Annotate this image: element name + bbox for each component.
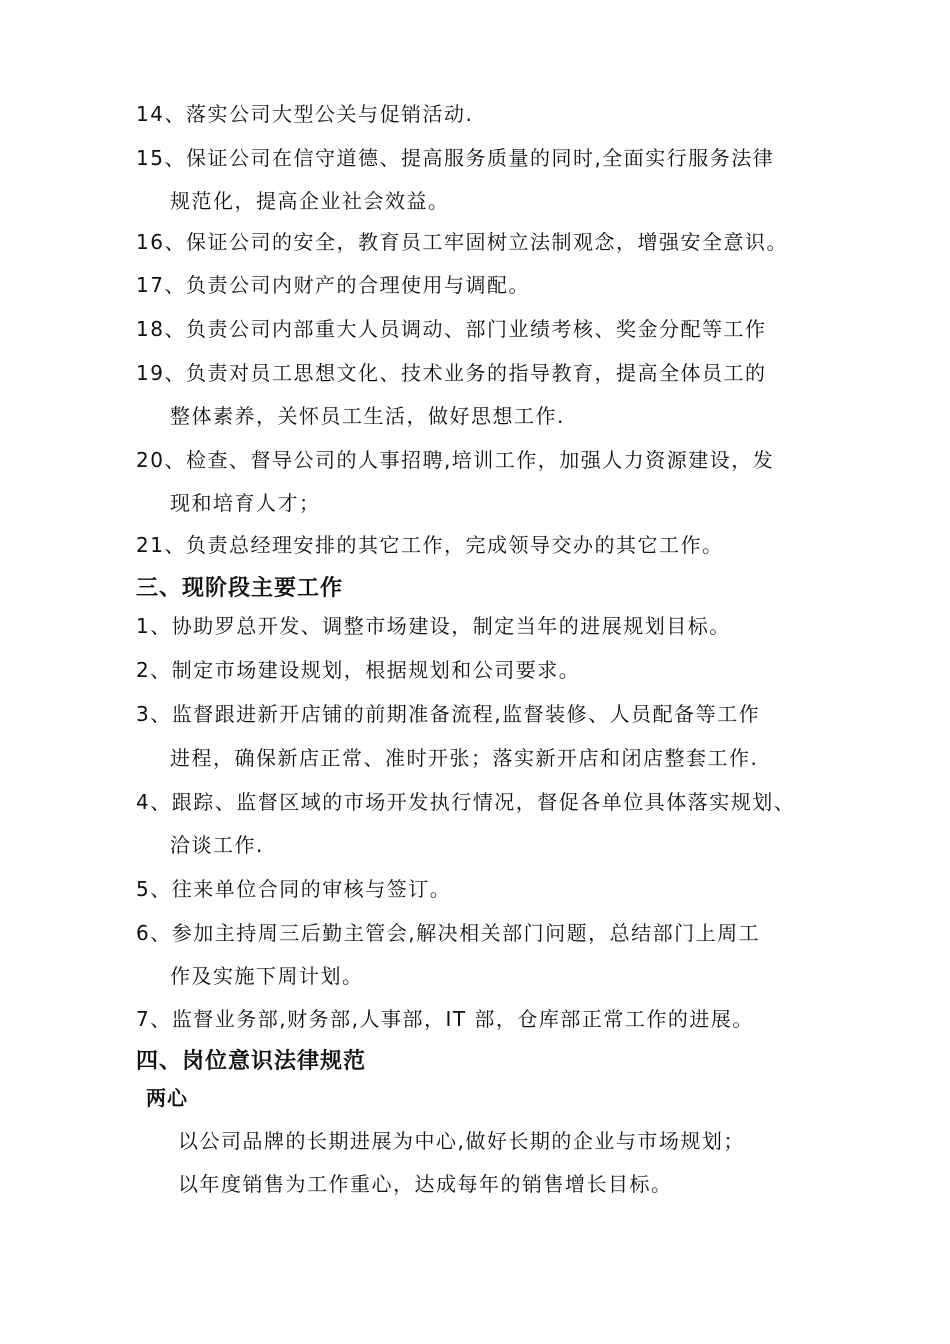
duty-item-20: 20、检查、督导公司的人事招聘,培训工作，加强人力资源建设，发 (136, 448, 775, 472)
section-4-paragraph-1: 以公司品牌的长期进展为中心,做好长期的企业与市场规划； (178, 1129, 745, 1153)
work-item-6-cont: 作及实施下周计划。 (170, 964, 364, 988)
duty-item-17: 17、负责公司内财产的合理使用与调配。 (136, 273, 530, 297)
work-item-4-cont: 洽谈工作. (170, 833, 264, 857)
duty-item-16: 16、保证公司的安全，教育员工牢固树立法制观念，增强安全意识。 (136, 230, 788, 254)
work-item-7: 7、监督业务部,财务部,人事部，IT 部，仓库部正常工作的进展。 (136, 1007, 754, 1031)
duty-item-15-cont: 规范化，提高企业社会效益。 (170, 189, 450, 213)
work-item-5: 5、往来单位合同的审核与签订。 (136, 877, 452, 901)
duty-item-19: 19、负责对员工思想文化、技术业务的指导教育，提高全体员工的 (136, 361, 767, 385)
duty-item-18: 18、负责公司内部重大人员调动、部门业绩考核、奖金分配等工作 (136, 317, 767, 341)
work-item-3: 3、监督跟进新开店铺的前期准备流程,监督装修、人员配备等工作 (136, 702, 761, 726)
section-3-heading: 三、现阶段主要工作 (136, 576, 344, 601)
duty-item-14: 14、落实公司大型公关与促销活动. (136, 102, 474, 126)
section-4-paragraph-2: 以年度销售为工作重心，达成每年的销售增长目标。 (178, 1172, 673, 1196)
section-4-subheading: 两心 (146, 1086, 188, 1110)
duty-item-15: 15、保证公司在信守道德、提高服务质量的同时,全面实行服务法律 (136, 146, 775, 170)
work-item-3-cont: 进程，确保新店正常、准时开张；落实新开店和闭店整套工作. (170, 746, 759, 770)
work-item-1: 1、协助罗总开发、调整市场建设，制定当年的进展规划目标。 (136, 614, 731, 638)
work-item-6: 6、参加主持周三后勤主管会,解决相关部门问题，总结部门上周工 (136, 921, 761, 945)
work-item-4: 4、跟踪、监督区域的市场开发执行情况，督促各单位具体落实规划、 (136, 790, 796, 814)
work-item-2: 2、制定市场建设规划，根据规划和公司要求。 (136, 658, 581, 682)
duty-item-19-cont: 整体素养，关怀员工生活，做好思想工作. (170, 404, 565, 428)
duty-item-21: 21、负责总经理安排的其它工作，完成领导交办的其它工作。 (136, 533, 724, 557)
section-4-heading: 四、岗位意识法律规范 (136, 1049, 367, 1074)
duty-item-20-cont: 现和培育人才； (170, 491, 321, 515)
